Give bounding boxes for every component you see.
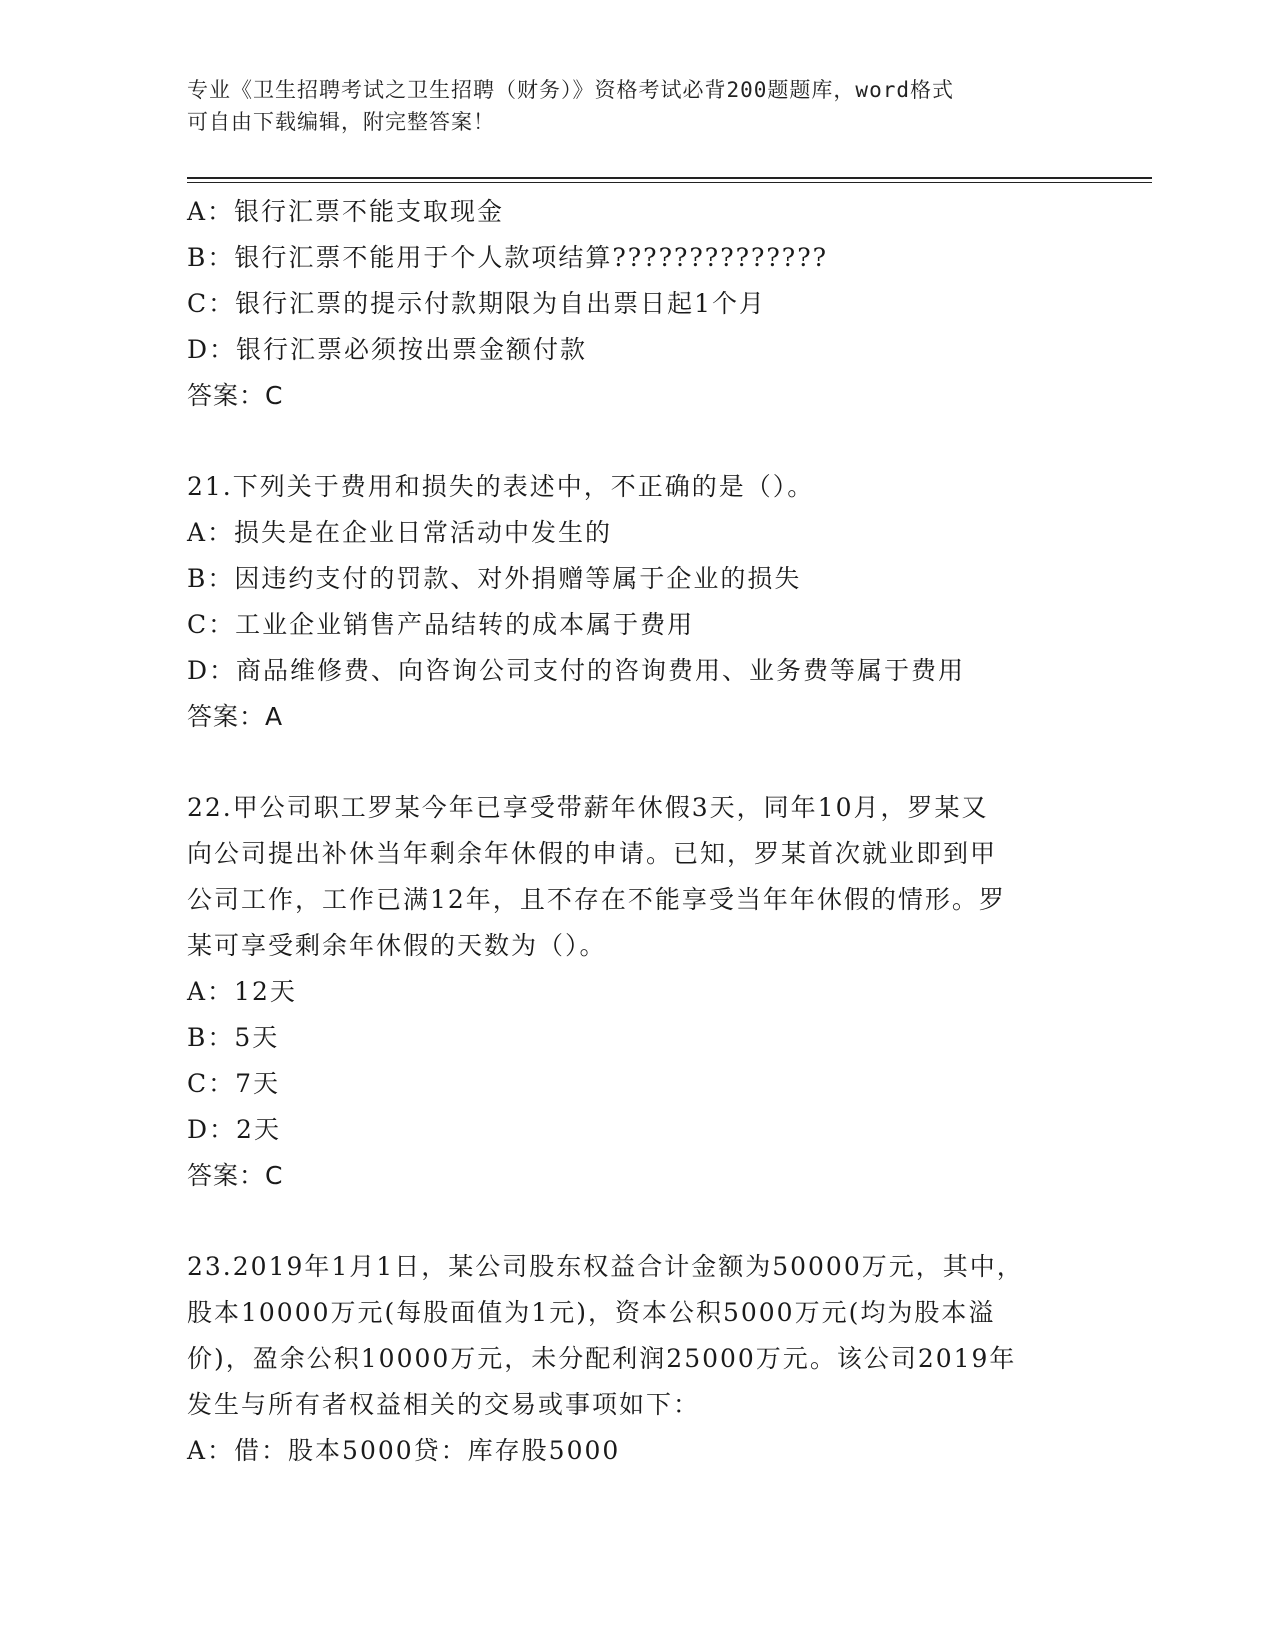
- header-divider-thin: [187, 182, 1152, 183]
- question-text-line: 22.甲公司职工罗某今年已享受带薪年休假3天，同年10月，罗某又: [187, 793, 989, 822]
- question-text: 21.下列关于费用和损失的表述中，不正确的是（）。: [187, 472, 815, 501]
- option-a: A：借：股本5000贷：库存股5000: [187, 1436, 621, 1465]
- option-c: C：银行汇票的提示付款期限为自出票日起1个月: [187, 289, 767, 318]
- header-line-2: 可自由下载编辑，附完整答案！: [187, 110, 495, 134]
- option-c: C：7天: [187, 1069, 281, 1098]
- spacer: [187, 1199, 1077, 1244]
- spacer: [187, 419, 1077, 464]
- option-d: D：银行汇票必须按出票金额付款: [187, 335, 588, 364]
- option-b: B：5天: [187, 1023, 280, 1052]
- question-text-line: 23.2019年1月1日，某公司股东权益合计金额为50000万元，其中，: [187, 1252, 1024, 1281]
- option-d: D：商品维修费、向咨询公司支付的咨询费用、业务费等属于费用: [187, 656, 966, 685]
- question-21-block: [187, 464, 1077, 740]
- question-20-block: [187, 189, 1077, 419]
- question-text-line: 股本10000万元(每股面值为1元)，资本公积5000万元(均为股本溢: [187, 1298, 996, 1327]
- option-d: D：2天: [187, 1115, 281, 1144]
- answer-line: 答案：A: [187, 702, 284, 731]
- option-c: C：工业企业销售产品结转的成本属于费用: [187, 610, 695, 639]
- question-22-block: [187, 785, 1077, 1199]
- answer-line: 答案：C: [187, 381, 284, 410]
- question-content: [187, 189, 1077, 1474]
- option-a: A：损失是在企业日常活动中发生的: [187, 518, 613, 547]
- option-b: B：银行汇票不能用于个人款项结算??????????????: [187, 243, 829, 272]
- header-line-1: 专业《卫生招聘考试之卫生招聘（财务）》资格考试必背200题题库，word格式: [187, 78, 954, 102]
- question-text-line: 价)，盈余公积10000万元，未分配利润25000万元。该公司2019年: [187, 1344, 1017, 1373]
- answer-line: 答案：C: [187, 1161, 284, 1190]
- question-text-line: 发生与所有者权益相关的交易或事项如下：: [187, 1390, 701, 1419]
- question-23-block: [187, 1244, 1077, 1474]
- option-a: A：银行汇票不能支取现金: [187, 197, 505, 226]
- question-text-line: 公司工作，工作已满12年，且不存在不能享受当年年休假的情形。罗: [187, 885, 1006, 914]
- document-header: [187, 74, 1067, 138]
- option-a: A：12天: [187, 977, 297, 1006]
- header-divider-thick: [187, 177, 1152, 179]
- question-text-line: 某可享受剩余年休假的天数为（）。: [187, 931, 607, 960]
- spacer: [187, 740, 1077, 785]
- option-b: B：因违约支付的罚款、对外捐赠等属于企业的损失: [187, 564, 802, 593]
- question-text-line: 向公司提出补休当年剩余年休假的申请。已知，罗某首次就业即到甲: [187, 839, 998, 868]
